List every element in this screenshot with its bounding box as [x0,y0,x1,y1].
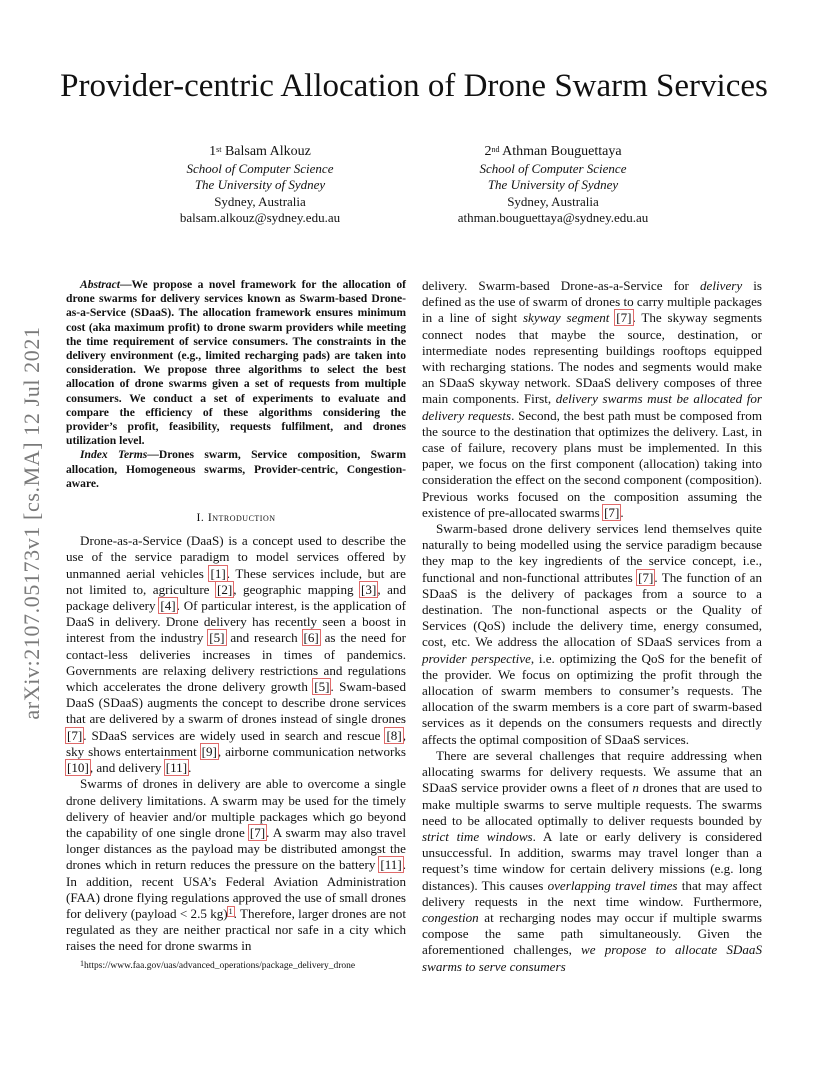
author-email: balsam.alkouz@sydney.edu.au [179,210,341,225]
footnote: $^1$https://www.faa.gov/uas/advanced_operations/package_delivery_drone [80,959,356,971]
body-paragraph: Drone-as-a-Service (DaaS) is a concept used to describe the use of the service paradigm to model services offered by unmanned aerial vehicles [1]. These services include, but are not limited to, agriculture [2], geographic mapping [3], and package delivery [4]. Of particular interest, is the application of DaaS in delivery. Drone delivery has recently seen a boost in interest from the industry [5] and research [6] as the need for contact-less deliveries increases in times of pandemics. Governments are relaxing delivery restrictions and regulations which accelerates the drone delivery growth [5]. Swam-based DaaS (SDaaS) augments the concept to describe drone services that are delivered by a swarm of drones instead of single drones [7]. SDaaS services are widely used in search and rescue [8], sky shows entertainment [9], airborne communication networks [10], and delivery [11]. [66,533,407,776]
index-terms-label: Index Terms [80,448,148,462]
author-dept: School of Computer Science [186,160,334,176]
body-paragraph: There are several challenges that require addressing when allocating swarms for delivery requests. We assume that an SDaaS service provider owns a fleet of n drones that are used to make multiple swarms to serve multiple requests. The swarms need to be allocated optimally to deliver requests bounded by strict time windows. A late or early delivery is considered unsuccessful. In addition, swarms may travel longer than a request’s time window for certain delivery missions (e.g. long distances). This causes overlapping travel times that may affect delivery requests in the next time window. Furthermore, congestion at recharging nodes may occur if multiple swarms compose the same path simultaneously. Given the aforementioned challenges, we propose to allocate SDaaS swarms to serve consumers [422,747,762,974]
left-column [66,278,406,955]
arxiv-identifier: arXiv:2107.05173v1 [cs.MA] 12 Jul 2021 [19,326,44,720]
author-email: athman.bouguettaya@sydney.edu.au [457,210,649,225]
author-location: Sydney, Australia [214,193,306,209]
abstract-label: Abstract [80,278,120,291]
author-location: Sydney, Australia [507,193,599,209]
footnote-url[interactable]: https://www.faa.gov/uas/advanced_operations/package_delivery_drone [84,961,356,971]
author-name: Balsam Alkouz [224,144,311,159]
author-dept: School of Computer Science [479,160,627,176]
author-univ: The University of Sydney [194,177,326,192]
author-block-2: 2nd Athman Bouguettaya School of Computer Science The University of Sydney Sydney, Australia athman.bouguettaya@sydney.edu.au [428,144,678,227]
author-block-1: 1st Balsam Alkouz School of Computer Science The University of Sydney Sydney, Australia balsam.alkouz@sydney.edu.au [140,144,380,227]
right-column [422,278,762,975]
abstract [66,278,406,448]
body-paragraph: Swarm-based drone delivery services lend themselves quite naturally to being modelled using the service paradigm because they map to the key ingredients of the service concept, i.e., functional and non-functional attributes [7]. The function of an SDaaS is the delivery of packages from a source to a destination. The non-functional aspects or the Quality of Services (QoS) include the delivery time, energy consumed, cost, etc. We address the allocation of SDaaS services from a provider perspective, i.e. optimizing the QoS for the benefit of the provider. We focus on optimizing the profit through the allocation of swarm members to consumer’s requests. The allocation of the swarm members is a core part of swarm-based services as it depends on the consumers requests and directly affects the optimal composition of SDaaS services. [422,521,762,747]
author-univ: The University of Sydney [487,177,619,192]
index-terms [66,448,406,491]
index-terms-text: —Drones swarm, Service composition, Swarm allocation, Homogeneous swarms, Provider-centric, Congestion-aware. [66,448,406,490]
section-heading: I. Introduction [196,510,276,525]
abstract-text: —We propose a novel framework for the allocation of drone swarms for delivery services known as Swarm-based Drone-as-a-Service (SDaaS). The allocation framework ensures minimum cost (aka maximum profit) to drone swarm providers while meeting the time requirement of service consumers. The constraints in the delivery environment (e.g., limited recharging pads) are taken into consideration. We propose three algorithms to select the best allocation of drone swarms given a set of requests from multiple consumers. We conduct a set of experiments to evaluate and compare the efficiency of these algorithms considering the provider’s profit, feasibility, requests fulfilment, and drones utilization level. [66,278,406,448]
author-name: Athman Bouguettaya [502,144,622,159]
paper-title: Provider-centric Allocation of Drone Swarm Services [60,68,768,104]
body-paragraph: Swarms of drones in delivery are able to overcome a single drone delivery limitations. A swarm may be used for the timely delivery of heavier and/or multiple packages which go beyond the capability of one single drone [7]. A swarm may also travel longer distances as the payload may be distributed amongst the drones which in return reduces the pressure on the battery [11]. In addition, recent USA’s Federal Aviation Administration (FAA) drone flying regulations approved the use of small drones for delivery (payload < 2.5 kg)$^1$. Therefore, larger drones are not regulated as they are neither practical nor safe in a city which raises the need for drone swarms in [66,776,406,954]
body-paragraph: delivery. Swarm-based Drone-as-a-Service for delivery is defined as the use of swarm of drones to carry multiple packages in a line of sight skyway segment [7]. The skyway segments connect nodes that maybe the source, destination, or intermediate nodes representing buildings rooftops equipped with recharging stations. The nodes and segments would make an SDaaS skyway network. SDaaS delivery composes of three main components. First, delivery swarms must be allocated for delivery requests. Second, the best path must be composed from the source to the destination that optimizes the delivery. Last, in case of failure, recovery plans must be implemented. In this paper, we focus on the first component (allocation) taking into consideration the effect on the second component (composition). Previous works focused on the composition assuming the existence of pre-allocated swarms [7]. [422,278,763,520]
